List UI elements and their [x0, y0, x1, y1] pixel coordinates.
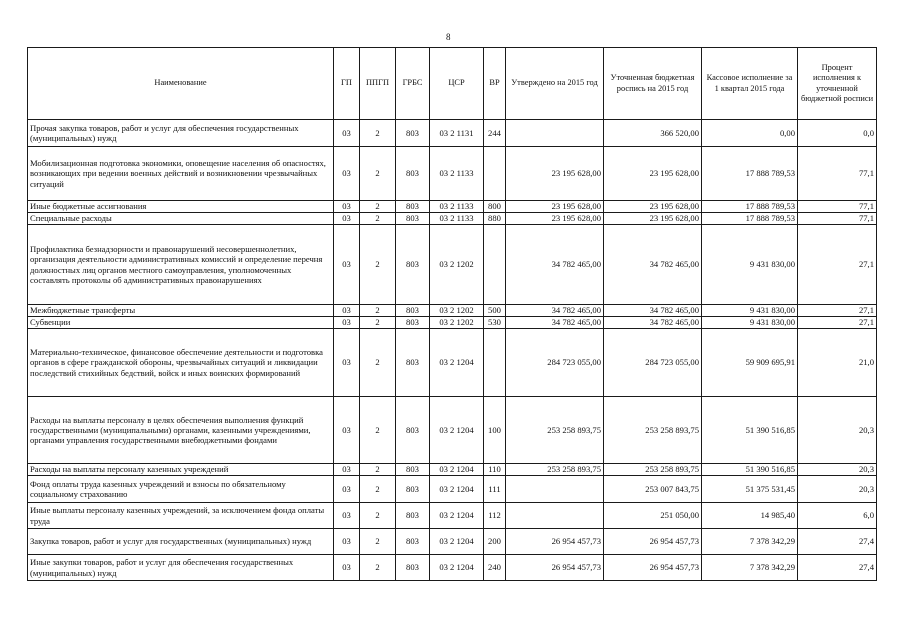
row-csr: 03 2 1204: [430, 555, 484, 581]
table-row: [28, 305, 877, 317]
row-refined: 26 954 457,73: [604, 555, 702, 581]
row-gp: 03: [334, 464, 360, 476]
row-name: Прочая закупка товаров, работ и услуг для обеспечения государственных (муниципальных) нужд: [28, 120, 334, 147]
row-grbs: 803: [396, 201, 430, 213]
row-refined: 253 007 843,75: [604, 476, 702, 503]
row-refined: 23 195 628,00: [604, 201, 702, 213]
row-refined: 23 195 628,00: [604, 213, 702, 225]
row-grbs: 803: [396, 464, 430, 476]
table-row: [28, 120, 877, 147]
row-percent: 0,0: [798, 120, 877, 147]
row-cash: 7 378 342,29: [702, 529, 798, 555]
row-gp: 03: [334, 120, 360, 147]
row-percent: 20,3: [798, 464, 877, 476]
row-name: Расходы на выплаты персоналу в целях обеспечения выполнения функций государственными (муниципальными) органами, казенными учреждениями, органами управления государственными внебюджетными фондами: [28, 397, 334, 464]
row-gp: 03: [334, 213, 360, 225]
row-csr: 03 2 1133: [430, 201, 484, 213]
row-cash: 14 985,40: [702, 503, 798, 529]
table-row: [28, 213, 877, 225]
header-cash: Кассовое исполнение за 1 квартал 2015 года: [702, 48, 798, 120]
row-csr: 03 2 1204: [430, 503, 484, 529]
row-percent: 27,1: [798, 317, 877, 329]
row-approved: [506, 120, 604, 147]
row-vr: 240: [484, 555, 506, 581]
table-row: [28, 476, 877, 503]
row-vr: 500: [484, 305, 506, 317]
row-pgp: 2: [360, 201, 396, 213]
row-grbs: 803: [396, 213, 430, 225]
row-approved: 26 954 457,73: [506, 555, 604, 581]
table-row: [28, 329, 877, 397]
row-grbs: 803: [396, 317, 430, 329]
row-percent: 21,0: [798, 329, 877, 397]
row-approved: [506, 503, 604, 529]
row-gp: 03: [334, 476, 360, 503]
row-approved: 34 782 465,00: [506, 225, 604, 305]
row-vr: [484, 225, 506, 305]
row-approved: 23 195 628,00: [506, 201, 604, 213]
table-row: [28, 397, 877, 464]
row-gp: 03: [334, 329, 360, 397]
row-gp: 03: [334, 503, 360, 529]
row-name: Межбюджетные трансферты: [28, 305, 334, 317]
row-vr: 200: [484, 529, 506, 555]
row-grbs: 803: [396, 225, 430, 305]
row-refined: 284 723 055,00: [604, 329, 702, 397]
row-name: Иные выплаты персоналу казенных учреждений, за исключением фонда оплаты труда: [28, 503, 334, 529]
row-pgp: 2: [360, 225, 396, 305]
row-refined: 34 782 465,00: [604, 305, 702, 317]
row-vr: 111: [484, 476, 506, 503]
row-percent: 20,3: [798, 397, 877, 464]
row-pgp: 2: [360, 503, 396, 529]
row-pgp: 2: [360, 120, 396, 147]
row-cash: 0,00: [702, 120, 798, 147]
row-approved: 23 195 628,00: [506, 213, 604, 225]
row-approved: 34 782 465,00: [506, 305, 604, 317]
row-gp: 03: [334, 317, 360, 329]
row-cash: 9 431 830,00: [702, 225, 798, 305]
row-cash: 7 378 342,29: [702, 555, 798, 581]
table-row: [28, 464, 877, 476]
row-approved: [506, 476, 604, 503]
row-refined: 253 258 893,75: [604, 397, 702, 464]
row-grbs: 803: [396, 476, 430, 503]
row-csr: 03 2 1133: [430, 147, 484, 201]
header-approved: Утверждено на 2015 год: [506, 48, 604, 120]
row-name: Материально-техническое, финансовое обеспечение деятельности и подготовка органов в сфере гражданской обороны, чрезвычайных ситуаций и ликвидации последствий стихийных бедствий, войск и иных воинских формирований: [28, 329, 334, 397]
table-row: [28, 555, 877, 581]
row-cash: 17 888 789,53: [702, 213, 798, 225]
row-pgp: 2: [360, 529, 396, 555]
row-percent: 27,1: [798, 305, 877, 317]
row-grbs: 803: [396, 529, 430, 555]
row-name: Закупка товаров, работ и услуг для государственных (муниципальных) нужд: [28, 529, 334, 555]
row-vr: 530: [484, 317, 506, 329]
row-gp: 03: [334, 225, 360, 305]
row-pgp: 2: [360, 329, 396, 397]
row-approved: 34 782 465,00: [506, 317, 604, 329]
row-approved: 26 954 457,73: [506, 529, 604, 555]
row-gp: 03: [334, 529, 360, 555]
row-gp: 03: [334, 305, 360, 317]
row-pgp: 2: [360, 555, 396, 581]
row-cash: 17 888 789,53: [702, 147, 798, 201]
row-pgp: 2: [360, 476, 396, 503]
row-percent: 20,3: [798, 476, 877, 503]
row-cash: 9 431 830,00: [702, 305, 798, 317]
row-csr: 03 2 1204: [430, 329, 484, 397]
header-refined: Уточненная бюджетная роспись на 2015 год: [604, 48, 702, 120]
row-pgp: 2: [360, 317, 396, 329]
table-row: [28, 147, 877, 201]
row-refined: 34 782 465,00: [604, 225, 702, 305]
row-refined: 23 195 628,00: [604, 147, 702, 201]
row-name: Фонд оплаты труда казенных учреждений и взносы по обязательному социальному страхованию: [28, 476, 334, 503]
row-refined: 26 954 457,73: [604, 529, 702, 555]
table-row: [28, 529, 877, 555]
row-name: Профилактика безнадзорности и правонарушений несовершеннолетних, организация деятельности административных комиссий и определение перечня должностных лиц органов местного самоуправления, уполномоченных составлять протоколы об административных правонарушениях: [28, 225, 334, 305]
row-csr: 03 2 1204: [430, 529, 484, 555]
row-approved: 23 195 628,00: [506, 147, 604, 201]
row-vr: 112: [484, 503, 506, 529]
row-cash: 51 390 516,85: [702, 464, 798, 476]
row-grbs: 803: [396, 555, 430, 581]
row-grbs: 803: [396, 147, 430, 201]
header-gp: ГП: [334, 48, 360, 120]
row-percent: 77,1: [798, 201, 877, 213]
row-pgp: 2: [360, 305, 396, 317]
row-percent: 27,4: [798, 555, 877, 581]
row-name: Специальные расходы: [28, 213, 334, 225]
row-pgp: 2: [360, 464, 396, 476]
row-grbs: 803: [396, 120, 430, 147]
row-approved: 284 723 055,00: [506, 329, 604, 397]
row-name: Мобилизационная подготовка экономики, оповещение населения об опасностях, возникающих при ведении военных действий и возникновении чрезвычайных ситуаций: [28, 147, 334, 201]
header-row: [28, 48, 877, 120]
row-csr: 03 2 1202: [430, 305, 484, 317]
row-vr: 110: [484, 464, 506, 476]
header-grbs: ГРБС: [396, 48, 430, 120]
row-vr: 244: [484, 120, 506, 147]
row-csr: 03 2 1204: [430, 476, 484, 503]
table-row: [28, 201, 877, 213]
row-name: Расходы на выплаты персоналу казенных учреждений: [28, 464, 334, 476]
page-number: 8: [446, 32, 451, 42]
row-cash: 51 375 531,45: [702, 476, 798, 503]
row-approved: 253 258 893,75: [506, 397, 604, 464]
row-refined: 34 782 465,00: [604, 317, 702, 329]
row-pgp: 2: [360, 213, 396, 225]
budget-table: [27, 47, 877, 581]
row-gp: 03: [334, 397, 360, 464]
row-vr: [484, 329, 506, 397]
header-vr: ВР: [484, 48, 506, 120]
row-percent: 27,1: [798, 225, 877, 305]
row-grbs: 803: [396, 305, 430, 317]
table-row: [28, 317, 877, 329]
header-percent: Процент исполнения к уточненной бюджетной росписи: [798, 48, 877, 120]
row-name: Субвенции: [28, 317, 334, 329]
row-gp: 03: [334, 201, 360, 213]
row-gp: 03: [334, 147, 360, 201]
row-name: Иные бюджетные ассигнования: [28, 201, 334, 213]
row-csr: 03 2 1204: [430, 397, 484, 464]
row-name: Иные закупки товаров, работ и услуг для обеспечения государственных (муниципальных) нужд: [28, 555, 334, 581]
row-grbs: 803: [396, 503, 430, 529]
row-csr: 03 2 1202: [430, 225, 484, 305]
row-csr: 03 2 1204: [430, 464, 484, 476]
row-grbs: 803: [396, 397, 430, 464]
row-refined: 253 258 893,75: [604, 464, 702, 476]
row-vr: [484, 147, 506, 201]
row-percent: 27,4: [798, 529, 877, 555]
row-vr: 100: [484, 397, 506, 464]
row-cash: 9 431 830,00: [702, 317, 798, 329]
row-refined: 251 050,00: [604, 503, 702, 529]
row-gp: 03: [334, 555, 360, 581]
row-percent: 77,1: [798, 213, 877, 225]
row-percent: 77,1: [798, 147, 877, 201]
row-vr: 800: [484, 201, 506, 213]
table-row: [28, 503, 877, 529]
row-percent: 6,0: [798, 503, 877, 529]
row-csr: 03 2 1133: [430, 213, 484, 225]
row-cash: 51 390 516,85: [702, 397, 798, 464]
row-pgp: 2: [360, 397, 396, 464]
row-csr: 03 2 1202: [430, 317, 484, 329]
row-vr: 880: [484, 213, 506, 225]
row-csr: 03 2 1131: [430, 120, 484, 147]
row-cash: 59 909 695,91: [702, 329, 798, 397]
row-grbs: 803: [396, 329, 430, 397]
header-name: Наименование: [28, 48, 334, 120]
row-pgp: 2: [360, 147, 396, 201]
header-pgp: ППГП: [360, 48, 396, 120]
header-csr: ЦСР: [430, 48, 484, 120]
row-cash: 17 888 789,53: [702, 201, 798, 213]
row-approved: 253 258 893,75: [506, 464, 604, 476]
table-row: [28, 225, 877, 305]
row-refined: 366 520,00: [604, 120, 702, 147]
